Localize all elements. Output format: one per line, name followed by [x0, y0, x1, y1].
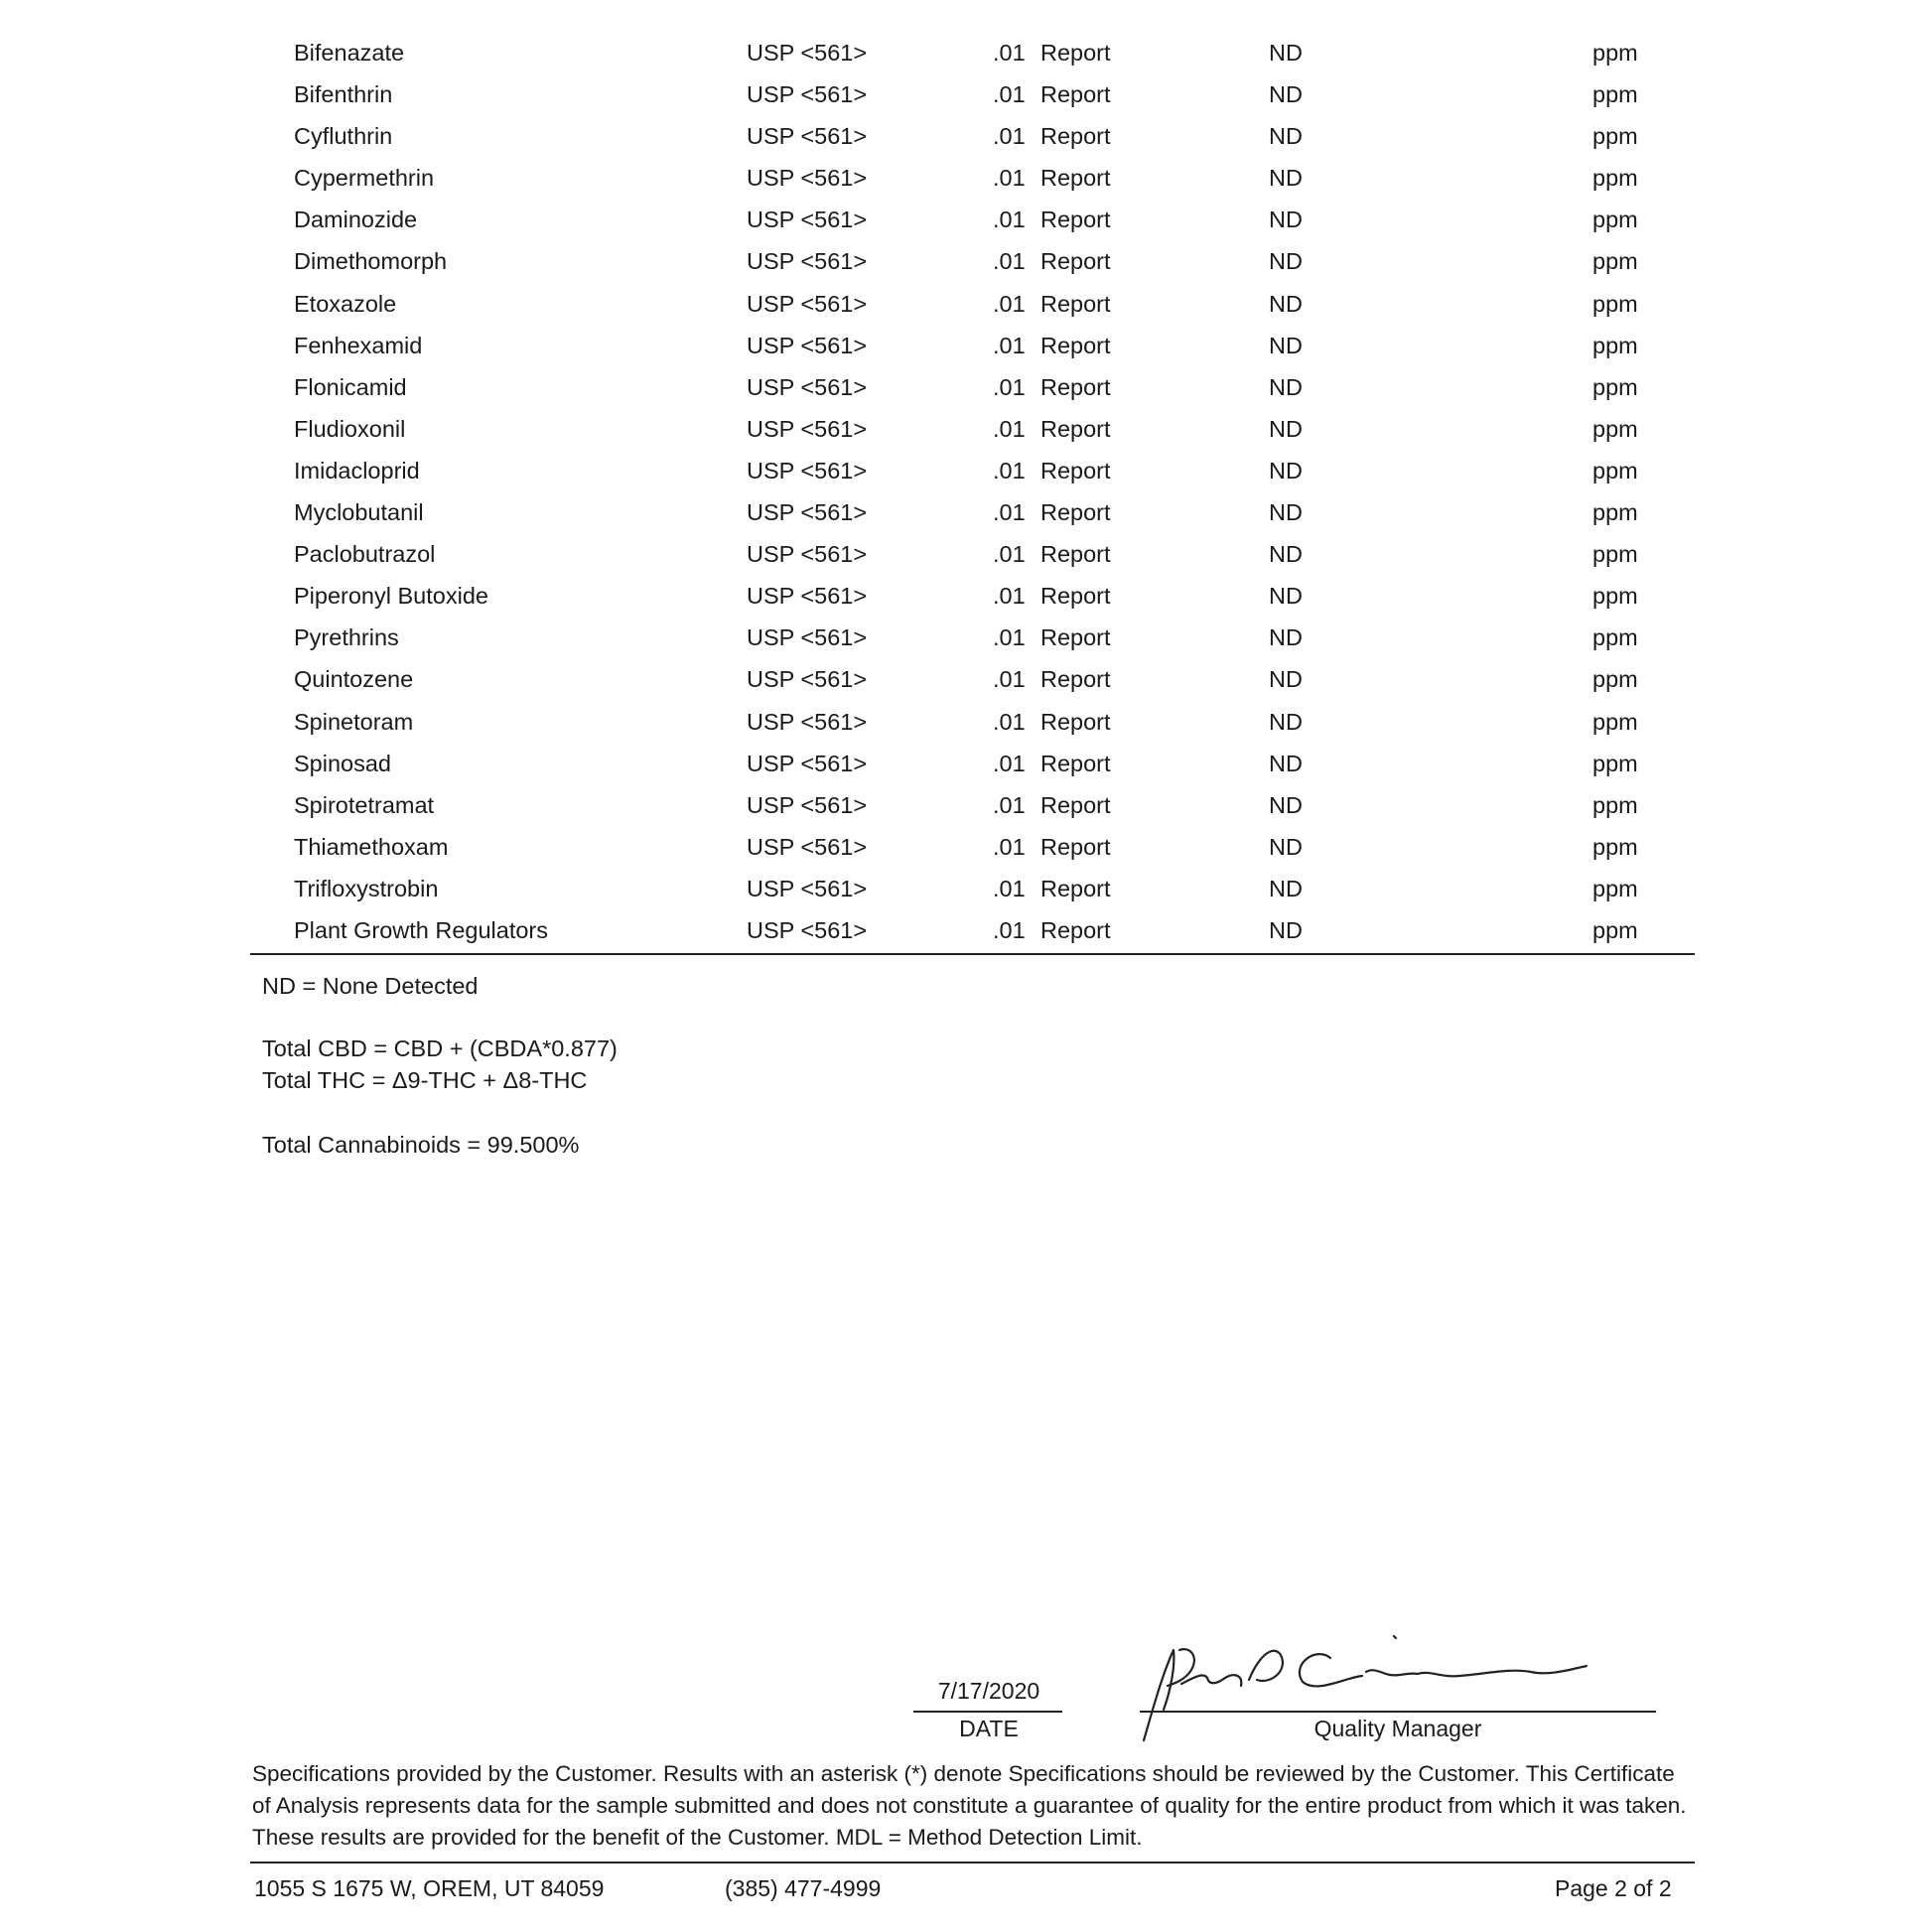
- specification: Report: [1040, 165, 1111, 192]
- table-row: [0, 408, 1932, 450]
- analyte-name: Spirotetramat: [294, 791, 435, 818]
- specification: Report: [1040, 332, 1111, 358]
- mdl-value: .01: [993, 457, 1026, 483]
- test-method: USP <561>: [747, 248, 868, 275]
- specification: Report: [1040, 666, 1111, 693]
- specification: Report: [1040, 791, 1111, 818]
- result-value: ND: [1269, 415, 1303, 442]
- test-method: USP <561>: [747, 373, 868, 400]
- unit: ppm: [1592, 583, 1638, 610]
- result-value: ND: [1269, 290, 1303, 317]
- unit: ppm: [1592, 875, 1638, 901]
- specification: Report: [1040, 248, 1111, 275]
- total-thc-formula: Total THC = Δ9-THC + Δ8-THC: [262, 1067, 588, 1093]
- result-value: ND: [1269, 833, 1303, 860]
- unit: ppm: [1592, 499, 1638, 526]
- result-value: ND: [1269, 499, 1303, 526]
- specification: Report: [1040, 833, 1111, 860]
- result-value: ND: [1269, 123, 1303, 150]
- test-method: USP <561>: [747, 875, 868, 901]
- date-label: DATE: [959, 1716, 1019, 1741]
- analyte-name: Bifenazate: [294, 40, 405, 66]
- test-method: USP <561>: [747, 708, 868, 735]
- table-row: [0, 115, 1932, 157]
- footer-rule: [250, 1862, 1695, 1863]
- unit: ppm: [1592, 165, 1638, 192]
- lab-address: 1055 S 1675 W, OREM, UT 84059: [254, 1875, 605, 1901]
- test-method: USP <561>: [747, 207, 868, 233]
- table-row: [0, 157, 1932, 199]
- analyte-name: Pyrethrins: [294, 624, 399, 651]
- mdl-value: .01: [993, 750, 1026, 776]
- mdl-value: .01: [993, 373, 1026, 400]
- specification: Report: [1040, 40, 1111, 66]
- analyte-name: Cyfluthrin: [294, 123, 393, 150]
- specification: Report: [1040, 123, 1111, 150]
- analyte-name: Myclobutanil: [294, 499, 424, 526]
- specification: Report: [1040, 583, 1111, 610]
- mdl-value: .01: [993, 40, 1026, 66]
- table-row: [0, 366, 1932, 408]
- table-row: [0, 533, 1932, 575]
- result-value: ND: [1269, 708, 1303, 735]
- specification: Report: [1040, 708, 1111, 735]
- unit: ppm: [1592, 81, 1638, 108]
- analyte-name: Cypermethrin: [294, 165, 435, 192]
- unit: ppm: [1592, 373, 1638, 400]
- lab-phone: (385) 477-4999: [725, 1875, 882, 1901]
- specification: Report: [1040, 457, 1111, 483]
- table-row: [0, 868, 1932, 909]
- specification: Report: [1040, 750, 1111, 776]
- result-value: ND: [1269, 916, 1303, 943]
- table-row: [0, 826, 1932, 868]
- result-value: ND: [1269, 750, 1303, 776]
- test-method: USP <561>: [747, 290, 868, 317]
- analyte-name: Etoxazole: [294, 290, 397, 317]
- unit: ppm: [1592, 666, 1638, 693]
- analyte-name: Trifloxystrobin: [294, 875, 439, 901]
- mdl-value: .01: [993, 666, 1026, 693]
- mdl-value: .01: [993, 332, 1026, 358]
- test-method: USP <561>: [747, 583, 868, 610]
- mdl-value: .01: [993, 415, 1026, 442]
- mdl-value: .01: [993, 248, 1026, 275]
- result-value: ND: [1269, 624, 1303, 651]
- table-row: [0, 909, 1932, 951]
- specification: Report: [1040, 373, 1111, 400]
- result-value: ND: [1269, 332, 1303, 358]
- result-value: ND: [1269, 207, 1303, 233]
- unit: ppm: [1592, 708, 1638, 735]
- mdl-value: .01: [993, 207, 1026, 233]
- specification: Report: [1040, 541, 1111, 568]
- analyte-name: Spinosad: [294, 750, 391, 776]
- table-row: [0, 701, 1932, 743]
- specification: Report: [1040, 624, 1111, 651]
- analyte-name: Dimethomorph: [294, 248, 448, 275]
- test-method: USP <561>: [747, 332, 868, 358]
- unit: ppm: [1592, 290, 1638, 317]
- unit: ppm: [1592, 916, 1638, 943]
- unit: ppm: [1592, 207, 1638, 233]
- table-row: [0, 658, 1932, 700]
- table-row: [0, 617, 1932, 658]
- result-value: ND: [1269, 457, 1303, 483]
- result-value: ND: [1269, 81, 1303, 108]
- mdl-value: .01: [993, 583, 1026, 610]
- result-value: ND: [1269, 875, 1303, 901]
- analyte-name: Thiamethoxam: [294, 833, 449, 860]
- mdl-value: .01: [993, 123, 1026, 150]
- table-row: [0, 450, 1932, 491]
- result-value: ND: [1269, 165, 1303, 192]
- test-method: USP <561>: [747, 750, 868, 776]
- signoff-date-value: 7/17/2020: [937, 1678, 1040, 1704]
- specification: Report: [1040, 207, 1111, 233]
- unit: ppm: [1592, 40, 1638, 66]
- page-number: Page 2 of 2: [1555, 1875, 1672, 1901]
- specification: Report: [1040, 499, 1111, 526]
- test-method: USP <561>: [747, 916, 868, 943]
- signature-underline: [1140, 1711, 1656, 1713]
- table-row: [0, 240, 1932, 282]
- mdl-value: .01: [993, 165, 1026, 192]
- quality-manager-label: Quality Manager: [1313, 1716, 1482, 1741]
- test-method: USP <561>: [747, 666, 868, 693]
- total-cannabinoids: Total Cannabinoids = 99.500%: [262, 1132, 580, 1158]
- test-method: USP <561>: [747, 415, 868, 442]
- mdl-value: .01: [993, 875, 1026, 901]
- result-value: ND: [1269, 666, 1303, 693]
- unit: ppm: [1592, 123, 1638, 150]
- analyte-name: Piperonyl Butoxide: [294, 583, 488, 610]
- table-row: [0, 283, 1932, 325]
- result-value: ND: [1269, 791, 1303, 818]
- specification: Report: [1040, 415, 1111, 442]
- unit: ppm: [1592, 833, 1638, 860]
- mdl-value: .01: [993, 791, 1026, 818]
- table-bottom-rule: [250, 953, 1695, 955]
- test-method: USP <561>: [747, 833, 868, 860]
- result-value: ND: [1269, 40, 1303, 66]
- table-row: [0, 575, 1932, 617]
- specification: Report: [1040, 875, 1111, 901]
- analyte-name: Quintozene: [294, 666, 414, 693]
- test-method: USP <561>: [747, 40, 868, 66]
- table-row: [0, 32, 1932, 73]
- mdl-value: .01: [993, 833, 1026, 860]
- mdl-value: .01: [993, 541, 1026, 568]
- result-value: ND: [1269, 541, 1303, 568]
- result-value: ND: [1269, 583, 1303, 610]
- test-method: USP <561>: [747, 791, 868, 818]
- results-table: [0, 32, 1932, 951]
- date-underline: [913, 1711, 1062, 1713]
- analyte-name: Daminozide: [294, 207, 418, 233]
- table-row: [0, 491, 1932, 533]
- analyte-name: Imidacloprid: [294, 457, 420, 483]
- analyte-name: Fenhexamid: [294, 332, 423, 358]
- table-row: [0, 784, 1932, 826]
- test-method: USP <561>: [747, 165, 868, 192]
- mdl-value: .01: [993, 290, 1026, 317]
- analyte-name: Plant Growth Regulators: [294, 916, 549, 943]
- specification: Report: [1040, 916, 1111, 943]
- table-row: [0, 743, 1932, 784]
- result-value: ND: [1269, 248, 1303, 275]
- unit: ppm: [1592, 791, 1638, 818]
- test-method: USP <561>: [747, 123, 868, 150]
- analyte-name: Flonicamid: [294, 373, 407, 400]
- mdl-value: .01: [993, 916, 1026, 943]
- test-method: USP <561>: [747, 541, 868, 568]
- total-cbd-formula: Total CBD = CBD + (CBDA*0.877): [262, 1035, 618, 1061]
- specification: Report: [1040, 81, 1111, 108]
- analyte-name: Spinetoram: [294, 708, 414, 735]
- specification: Report: [1040, 290, 1111, 317]
- mdl-value: .01: [993, 499, 1026, 526]
- unit: ppm: [1592, 750, 1638, 776]
- unit: ppm: [1592, 415, 1638, 442]
- result-value: ND: [1269, 373, 1303, 400]
- unit: ppm: [1592, 332, 1638, 358]
- unit: ppm: [1592, 624, 1638, 651]
- unit: ppm: [1592, 248, 1638, 275]
- test-method: USP <561>: [747, 499, 868, 526]
- analyte-name: Fludioxonil: [294, 415, 406, 442]
- mdl-value: .01: [993, 624, 1026, 651]
- unit: ppm: [1592, 541, 1638, 568]
- test-method: USP <561>: [747, 457, 868, 483]
- analyte-name: Bifenthrin: [294, 81, 393, 108]
- disclaimer-text: Specifications provided by the Customer. Results with an asterisk (*) denote Specifications should be reviewed by the Customer. This Certificate of Analysis represents data for the sample submitted and does not constitute a guarantee of quality for the entire product from which it was taken. These results are provided for the benefit of the Customer. MDL = Method Detection Limit.: [252, 1761, 1687, 1850]
- analyte-name: Paclobutrazol: [294, 541, 436, 568]
- mdl-value: .01: [993, 708, 1026, 735]
- test-method: USP <561>: [747, 624, 868, 651]
- table-row: [0, 199, 1932, 240]
- test-method: USP <561>: [747, 81, 868, 108]
- nd-definition-note: ND = None Detected: [262, 973, 479, 999]
- table-row: [0, 325, 1932, 366]
- mdl-value: .01: [993, 81, 1026, 108]
- table-row: [0, 73, 1932, 115]
- unit: ppm: [1592, 457, 1638, 483]
